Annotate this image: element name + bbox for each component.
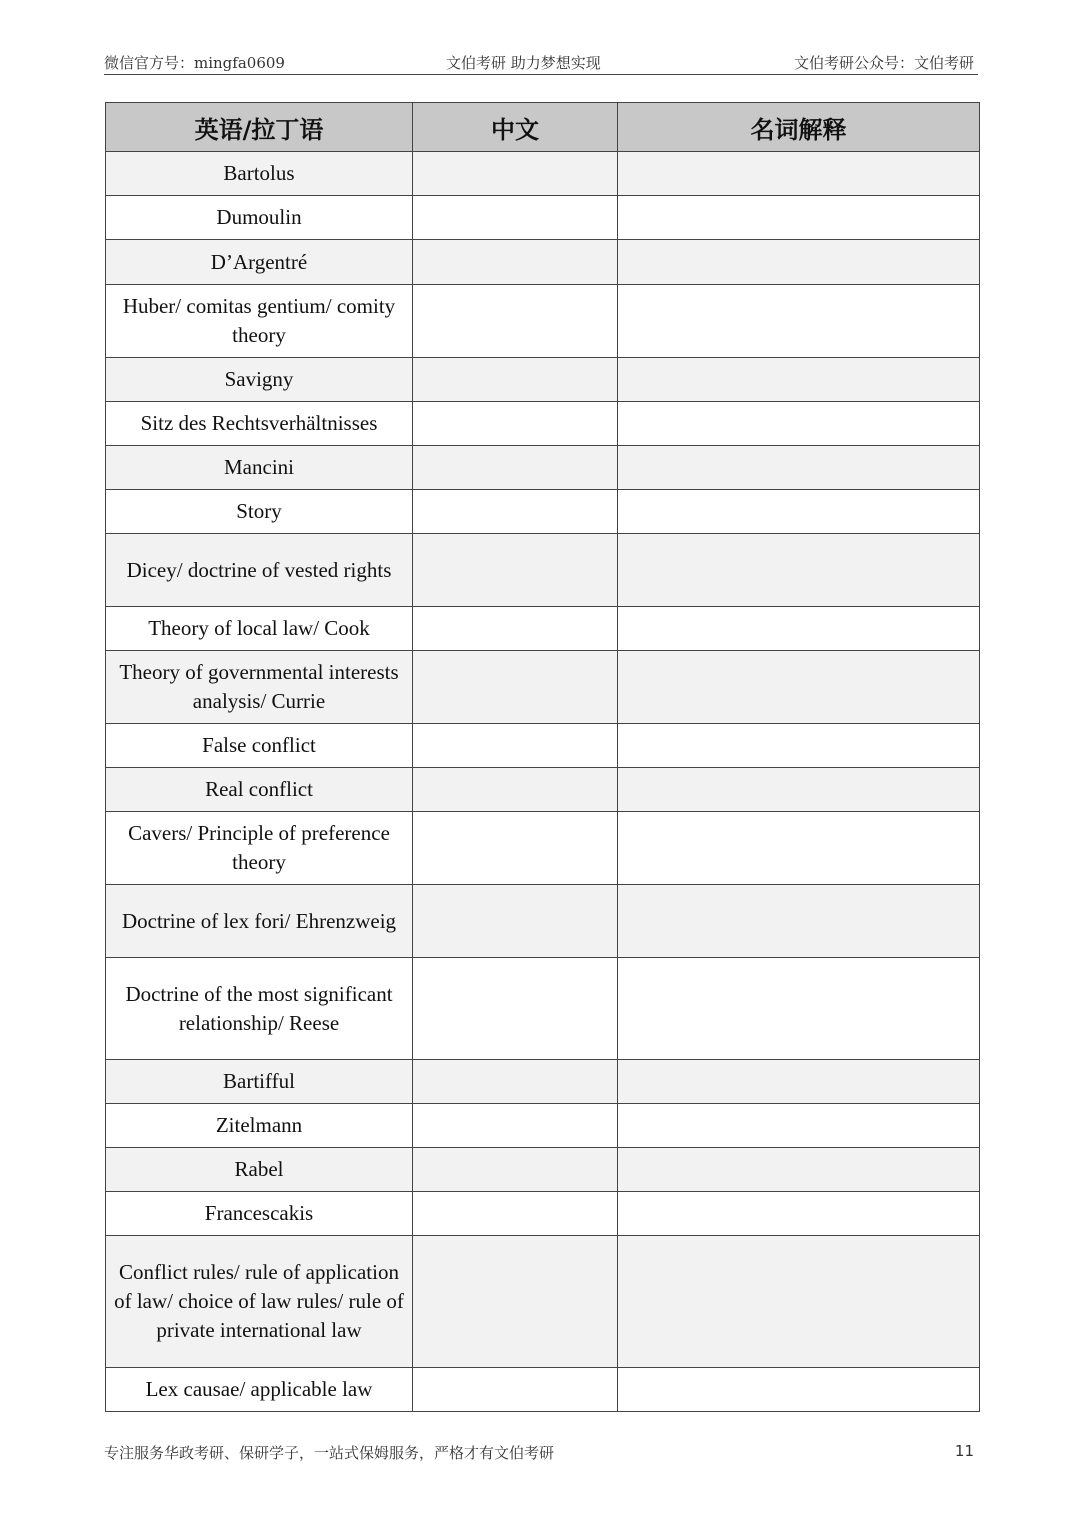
chinese-cell xyxy=(413,240,618,285)
term-cell: Savigny xyxy=(106,358,413,402)
definition-cell xyxy=(618,152,980,196)
term-cell: Doctrine of lex fori/ Ehrenzweig xyxy=(106,885,413,958)
chinese-cell xyxy=(413,724,618,768)
table-row xyxy=(106,768,980,812)
table-row xyxy=(106,607,980,651)
definition-cell xyxy=(618,534,980,607)
page-footer xyxy=(104,1442,978,1463)
table-row xyxy=(106,812,980,885)
chinese-cell xyxy=(413,490,618,534)
term-cell: Bartolus xyxy=(106,152,413,196)
term-cell: Doctrine of the most significant relationship/ Reese xyxy=(106,958,413,1060)
term-cell: Dicey/ doctrine of vested rights xyxy=(106,534,413,607)
chinese-cell xyxy=(413,885,618,958)
chinese-cell xyxy=(413,1104,618,1148)
definition-cell xyxy=(618,1104,980,1148)
term-cell: Francescakis xyxy=(106,1192,413,1236)
definition-cell xyxy=(618,240,980,285)
definition-cell xyxy=(618,1368,980,1412)
chinese-cell xyxy=(413,402,618,446)
chinese-cell xyxy=(413,285,618,358)
footer-slogan: 专注服务华政考研、保研学子，一站式保姆服务，严格才有文伯考研 xyxy=(104,1444,555,1462)
definition-cell xyxy=(618,885,980,958)
header-public-account: 文伯考研公众号：文伯考研 xyxy=(793,54,974,72)
term-cell: Bartifful xyxy=(106,1060,413,1104)
chinese-cell xyxy=(413,607,618,651)
column-header-definition: 名词解释 xyxy=(618,103,980,152)
table-row xyxy=(106,240,980,285)
table-row xyxy=(106,152,980,196)
table-row xyxy=(106,285,980,358)
definition-cell xyxy=(618,768,980,812)
definition-cell xyxy=(618,1192,980,1236)
term-cell: Cavers/ Principle of preference theory xyxy=(106,812,413,885)
page-number: 11 xyxy=(954,1442,974,1460)
definition-cell xyxy=(618,358,980,402)
column-header-chinese: 中文 xyxy=(413,103,618,152)
chinese-cell xyxy=(413,1148,618,1192)
definition-cell xyxy=(618,285,980,358)
term-cell: Rabel xyxy=(106,1148,413,1192)
table-row xyxy=(106,1236,980,1368)
table-row xyxy=(106,534,980,607)
term-cell: Sitz des Rechtsverhältnisses xyxy=(106,402,413,446)
definition-cell xyxy=(618,607,980,651)
chinese-cell xyxy=(413,651,618,724)
definition-cell xyxy=(618,1236,980,1368)
table-row xyxy=(106,1192,980,1236)
term-cell: D’Argentré xyxy=(106,240,413,285)
chinese-cell xyxy=(413,768,618,812)
chinese-cell xyxy=(413,358,618,402)
chinese-cell xyxy=(413,958,618,1060)
table-row xyxy=(106,446,980,490)
table-row xyxy=(106,196,980,240)
definition-cell xyxy=(618,196,980,240)
definition-cell xyxy=(618,1060,980,1104)
table-row xyxy=(106,402,980,446)
table-row xyxy=(106,651,980,724)
table-row xyxy=(106,958,980,1060)
chinese-cell xyxy=(413,812,618,885)
term-cell: Theory of local law/ Cook xyxy=(106,607,413,651)
header-slogan: 文伯考研 助力梦想实现 xyxy=(446,54,601,72)
table-row xyxy=(106,724,980,768)
term-cell: Conflict rules/ rule of application of law/ choice of law rules/ rule of private international law xyxy=(106,1236,413,1368)
chinese-cell xyxy=(413,446,618,490)
definition-cell xyxy=(618,651,980,724)
chinese-cell xyxy=(413,1368,618,1412)
table-row xyxy=(106,490,980,534)
chinese-cell xyxy=(413,1060,618,1104)
table-row xyxy=(106,1104,980,1148)
definition-cell xyxy=(618,812,980,885)
definition-cell xyxy=(618,724,980,768)
term-cell: Zitelmann xyxy=(106,1104,413,1148)
vocabulary-table xyxy=(105,102,980,1412)
term-cell: Real conflict xyxy=(106,768,413,812)
term-cell: Dumoulin xyxy=(106,196,413,240)
chinese-cell xyxy=(413,534,618,607)
definition-cell xyxy=(618,402,980,446)
chinese-cell xyxy=(413,152,618,196)
table-row xyxy=(106,1368,980,1412)
chinese-cell xyxy=(413,1192,618,1236)
term-cell: Mancini xyxy=(106,446,413,490)
term-cell: Theory of governmental interests analysis/ Currie xyxy=(106,651,413,724)
term-cell: Story xyxy=(106,490,413,534)
table-header-row xyxy=(106,103,980,152)
table-row xyxy=(106,885,980,958)
header-wechat-id: 微信官方号：mingfa0609 xyxy=(104,54,285,72)
definition-cell xyxy=(618,958,980,1060)
term-cell: False conflict xyxy=(106,724,413,768)
table-row xyxy=(106,1148,980,1192)
term-cell: Lex causae/ applicable law xyxy=(106,1368,413,1412)
chinese-cell xyxy=(413,196,618,240)
table-row xyxy=(106,358,980,402)
page-header xyxy=(104,48,978,75)
definition-cell xyxy=(618,446,980,490)
table-row xyxy=(106,1060,980,1104)
column-header-english-latin: 英语/拉丁语 xyxy=(106,103,413,152)
term-cell: Huber/ comitas gentium/ comity theory xyxy=(106,285,413,358)
definition-cell xyxy=(618,490,980,534)
chinese-cell xyxy=(413,1236,618,1368)
definition-cell xyxy=(618,1148,980,1192)
